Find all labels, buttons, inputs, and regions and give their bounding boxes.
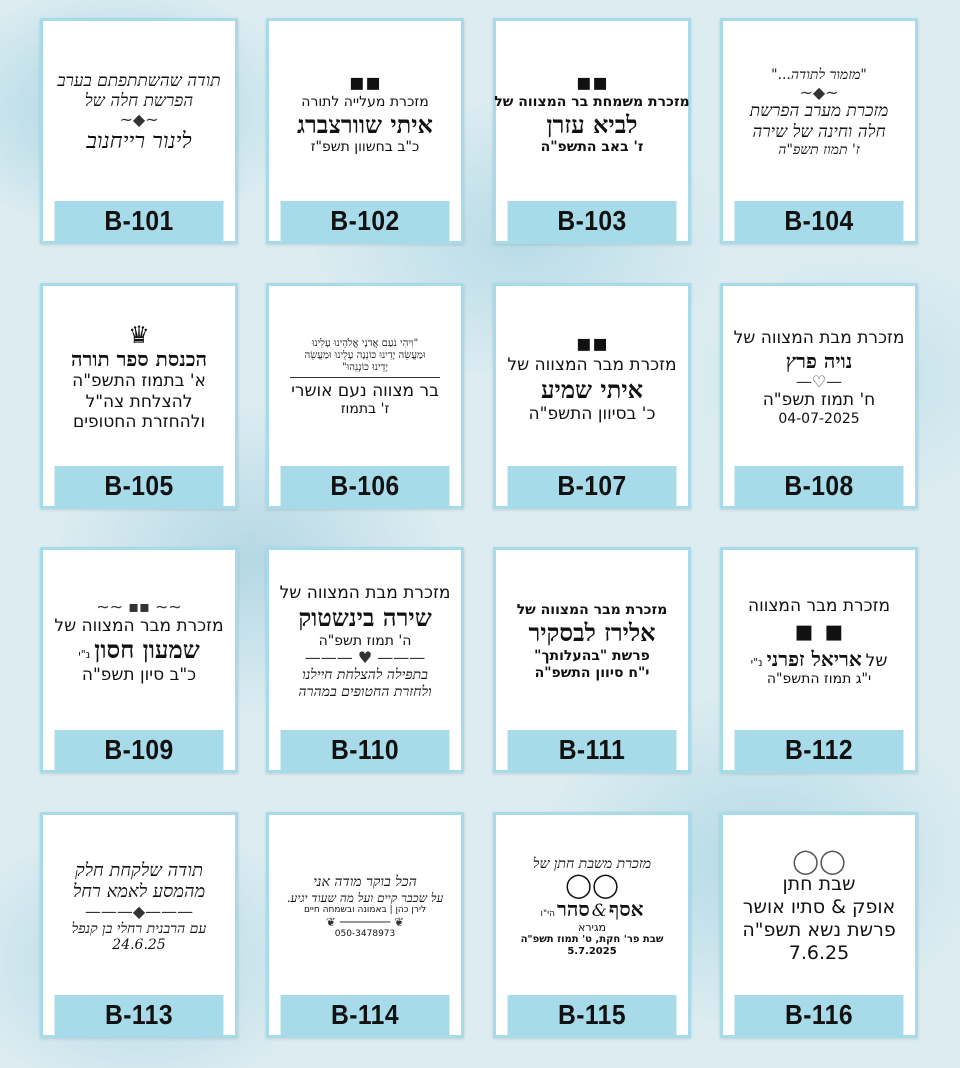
honorific: נ"י	[750, 655, 763, 669]
event-line: מזכרת מבת המצווה של	[733, 328, 905, 349]
name-line: שמעון חסון	[94, 635, 200, 665]
dedication-line: להצלחת צה"ל	[85, 391, 193, 412]
ornament-divider: ~◆~	[799, 82, 839, 102]
product-card-b111[interactable]	[493, 547, 691, 773]
date-line: א' בתמוז התשפ"ה	[72, 371, 206, 392]
card-text	[269, 21, 461, 205]
quote-line-2: על שכבר קיים ועל מה שעוד יגיע.	[286, 890, 444, 905]
product-card-b104[interactable]	[720, 18, 918, 244]
event-line: מזכרת משמחת בר המצווה של	[494, 93, 690, 110]
product-code: B-102	[281, 201, 450, 241]
product-card-b103[interactable]	[493, 18, 691, 244]
tefillin-icon: ▪▪	[575, 329, 609, 358]
dedication-line-2: ולהחזרת החטופים	[72, 412, 206, 433]
product-code: B-108	[735, 466, 904, 506]
leaf-ornament: ❦ ─────── ❦	[325, 915, 405, 929]
card-text	[496, 286, 688, 470]
date-line: כ' בסיוון התשפ"ה	[528, 404, 656, 425]
name-row	[78, 636, 199, 665]
card-text	[496, 21, 688, 205]
tefillin-icon: ▪▪	[575, 67, 609, 96]
name-line: אריאל זפרני	[766, 646, 862, 671]
event-line: מזכרת מבר המצווה של	[516, 602, 668, 619]
of-word: של	[865, 650, 888, 671]
card-text	[723, 286, 915, 470]
hebrew-date-line: ח' תמוז תשפ"ה	[762, 390, 876, 411]
event-line: מזכרת מבר המצווה של	[54, 616, 224, 636]
card-text	[43, 21, 235, 205]
date-line: כ"ב בחשוון תשפ"ז	[310, 139, 420, 156]
date-line: ה' תמוז תשפ"ה	[318, 632, 412, 649]
card-text	[43, 286, 235, 470]
event-line: שבת חתן	[782, 873, 856, 896]
quote-line: "מזמור לתודה..."	[771, 67, 867, 84]
parasha-line: שבת פר' חקת, ט' תמוז תשפ"ה	[520, 934, 664, 946]
card-text	[723, 21, 915, 205]
thanks-line: תודה שלקחת חלק	[75, 859, 203, 881]
verse-line-3: יָדֵינוּ כּוֹנְנֵהוּ"	[342, 361, 388, 373]
date-line: 5.7.2025	[567, 946, 617, 958]
parasha-line: פרשת נשא תשפ"ה	[742, 919, 896, 941]
honorific: הי"ו	[540, 908, 556, 919]
product-code: B-107	[508, 466, 677, 506]
product-card-b116[interactable]	[720, 812, 918, 1038]
product-card-b106[interactable]	[266, 283, 464, 509]
product-code: B-101	[55, 201, 224, 241]
place-line: מגירא	[577, 921, 607, 934]
card-text	[723, 550, 915, 734]
date-line: 24.6.25	[112, 937, 166, 954]
card-text	[269, 286, 461, 470]
product-card-b112[interactable]	[720, 547, 918, 773]
ornament-divider: ———◆———	[84, 902, 194, 921]
product-code: B-105	[55, 466, 224, 506]
event-line: מזכרת משבת חתן של	[532, 855, 652, 872]
product-card-b113[interactable]	[40, 812, 238, 1038]
date-line: ז' באב התשפ"ה	[540, 139, 644, 156]
product-code: B-114	[281, 995, 450, 1035]
date-line: כ"ב סיון תשפ"ה	[81, 665, 197, 686]
name-line: לביא עזרן	[546, 109, 638, 139]
names-row	[541, 897, 644, 921]
parasha-line: פרשת "בהעלותך"	[534, 648, 650, 664]
product-code: B-113	[55, 995, 224, 1035]
event-line: מזכרת מבת המצווה של	[279, 583, 451, 604]
product-card-b110[interactable]	[266, 547, 464, 773]
name-2: סהר	[557, 896, 590, 921]
card-text	[269, 550, 461, 734]
dedication-line: בתפילה להצלחת חיילנו	[302, 666, 428, 683]
product-card-b107[interactable]	[493, 283, 691, 509]
date-line: 04-07-2025	[778, 410, 860, 427]
date-line: י"ג תמוז התשפ"ה	[766, 670, 872, 687]
card-text	[269, 815, 461, 999]
product-code: B-106	[281, 466, 450, 506]
rings-icon: ◯◯	[792, 847, 846, 876]
verse-line-2: וּמַעֲשֵׂה יָדֵינוּ כּוֹנְנָה עָלֵינוּ וּמַעֲשֵׂה	[304, 349, 426, 361]
event-line-2: חלה וחינה של שירה	[752, 121, 886, 142]
heart-icon: ——— ♥ ———	[304, 648, 426, 668]
dedication-line-2: ולחזרת החטופים במהרה	[298, 683, 432, 700]
thanks-line: תודה שהשתתפתם בערב	[57, 70, 221, 91]
date-line: ז' תמוז תשפ"ה	[778, 142, 860, 159]
product-code: B-115	[508, 995, 677, 1035]
crown-icon: ♛	[128, 321, 150, 350]
event-line: מזכרת מבר המצווה	[747, 596, 891, 617]
ornament-divider: ~◆~	[119, 110, 159, 130]
product-code: B-109	[55, 730, 224, 770]
heart-icon: —♡—	[795, 371, 843, 391]
honorific: נ"י	[78, 648, 91, 662]
phone-line: 050-3478973	[334, 929, 396, 940]
card-text	[496, 815, 688, 999]
name-line: בר מצווה נעם אושרי	[291, 380, 439, 401]
date-line: ז' בתמוז	[340, 401, 390, 418]
ampersand: &	[591, 900, 607, 921]
credit-line: לירן כהן | באמונה ובשמחה חיים	[303, 905, 427, 916]
product-card-b109[interactable]	[40, 547, 238, 773]
card-text	[496, 550, 688, 734]
thanks-line-2: מהמסע לאמא רחל	[72, 881, 206, 903]
product-card-b101[interactable]	[40, 18, 238, 244]
guide-line: עם הרבנית רחלי בן קנפל	[71, 920, 207, 937]
product-code: B-116	[735, 995, 904, 1035]
product-card-b115[interactable]	[493, 812, 691, 1038]
name-line: איתי שמיע	[540, 374, 644, 404]
product-card-b102[interactable]	[266, 18, 464, 244]
event-line: הכנסת ספר תורה	[71, 347, 208, 372]
card-text	[723, 815, 915, 999]
event-line: מזכרת מעלייה לתורה	[301, 93, 429, 110]
tefillin-icon: ▪▪	[348, 67, 382, 96]
name-line: איתי שוורצברג	[297, 109, 433, 139]
product-code: B-112	[735, 730, 904, 770]
name-line: שירה בינשטוק	[298, 602, 432, 632]
card-text	[43, 550, 235, 734]
tefillin-icon: ▪ ▪	[793, 613, 845, 649]
divider	[290, 377, 440, 378]
date-line: י"ח סיוון התשפ"ה	[534, 664, 650, 681]
ornament-divider: ∽∽ ▪▪ ∽∽	[96, 597, 182, 617]
name-line: אלירז לבסקיר	[528, 618, 656, 648]
product-card-b108[interactable]	[720, 283, 918, 509]
quote-line: הכל בוקר מודה אני	[313, 874, 417, 891]
name-line: לינור רייחנוב	[86, 128, 192, 154]
names-line: אופק & סתיו אושר	[742, 896, 896, 919]
product-code: B-111	[508, 730, 677, 770]
product-code: B-104	[735, 201, 904, 241]
event-line: מזכרת מערב הפרשת	[749, 101, 889, 122]
product-code: B-103	[508, 201, 677, 241]
date-line: 7.6.25	[788, 941, 850, 964]
name-line: נויה פרץ	[785, 348, 853, 373]
name-1: אסף	[608, 896, 644, 921]
verse-line: "וִיהִי נֹעַם אֲדֹנָי אֱלֹהֵינוּ עָלֵינוּ	[311, 337, 419, 349]
name-row	[751, 647, 888, 671]
event-line: מזכרת מבר המצווה של	[507, 355, 677, 376]
product-card-b105[interactable]	[40, 283, 238, 509]
rings-icon: ◯◯	[565, 870, 619, 899]
product-card-b114[interactable]	[266, 812, 464, 1038]
product-code: B-110	[281, 730, 450, 770]
event-line: הפרשת חלה של	[84, 91, 194, 111]
card-text	[43, 815, 235, 999]
